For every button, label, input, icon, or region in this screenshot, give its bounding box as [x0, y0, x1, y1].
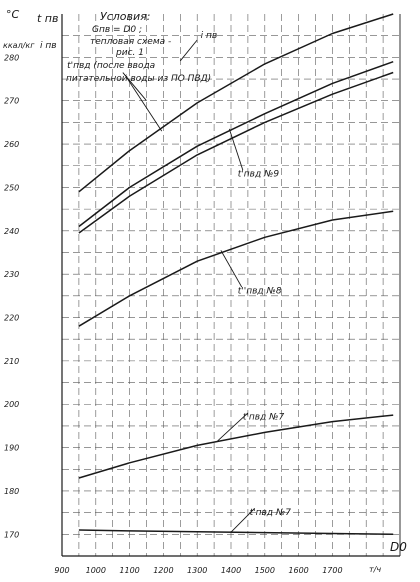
conditions-line-1: Gпв = D0 ; [92, 25, 142, 35]
series-annotation: t'пвд №7 [242, 412, 285, 423]
leader-line [180, 40, 197, 61]
grid [62, 14, 400, 556]
y-tick-label: 170 [4, 530, 20, 540]
series-annotation: t'пвд №9 [237, 169, 280, 180]
x-axis-label: D0 [390, 540, 407, 554]
y-symbol-left-label: i пв [40, 41, 57, 51]
y-tick-label: 210 [4, 356, 20, 366]
y-tick-label: 220 [4, 313, 20, 323]
y-tick-label: 180 [4, 486, 20, 496]
series-line [79, 530, 393, 534]
y-tick-label: 190 [4, 443, 20, 453]
conditions-line-3: рис. 1 [116, 48, 144, 58]
annotations [3, 8, 407, 574]
unit-left-label: ккал/кг [3, 41, 35, 50]
x-tick-label: 1300 [187, 566, 208, 575]
series-line [79, 62, 393, 227]
series-line [79, 415, 393, 478]
y-tick-label: 280 [4, 53, 20, 63]
conditions-line-2: тепловая схема - [90, 37, 172, 47]
y-tick-label: 260 [4, 140, 20, 150]
x-tick-label: 1200 [153, 566, 174, 575]
leader-line [126, 77, 161, 131]
leader-line [221, 250, 242, 287]
x-tick-label: 1500 [254, 566, 275, 575]
unit-top-label: °C [6, 8, 20, 21]
series-annotation: i пв [200, 30, 218, 41]
leader-line [229, 129, 243, 170]
y-tick-label: 230 [4, 270, 20, 280]
x-tick-label: 1600 [288, 566, 309, 575]
y-tick-label: 270 [4, 96, 20, 106]
conditions-title: Условия: [100, 10, 151, 23]
y-tick-label: 240 [4, 226, 20, 236]
series-annotation: питательной воды из ПО ПВД) [66, 74, 212, 85]
series-layer [79, 14, 393, 534]
x-tick-label: 1700 [322, 566, 343, 575]
series-annotation: t''пвд №8 [237, 286, 282, 297]
y-tick-label: 250 [4, 183, 20, 193]
y-tick-label: 200 [4, 400, 20, 410]
series-annotation: t'пвд (после ввода [67, 61, 156, 72]
x-tick-label: 1000 [85, 566, 106, 575]
x-tick-label: 1400 [220, 566, 242, 575]
series-line [79, 211, 393, 326]
x-tick-label: 900 [54, 566, 70, 575]
series-annotation: t'пвд №7 [249, 507, 291, 518]
x-tick-label: 1100 [119, 566, 140, 575]
y-symbol-top-label: t пв [37, 12, 59, 25]
x-axis-unit: т/ч [369, 565, 382, 574]
